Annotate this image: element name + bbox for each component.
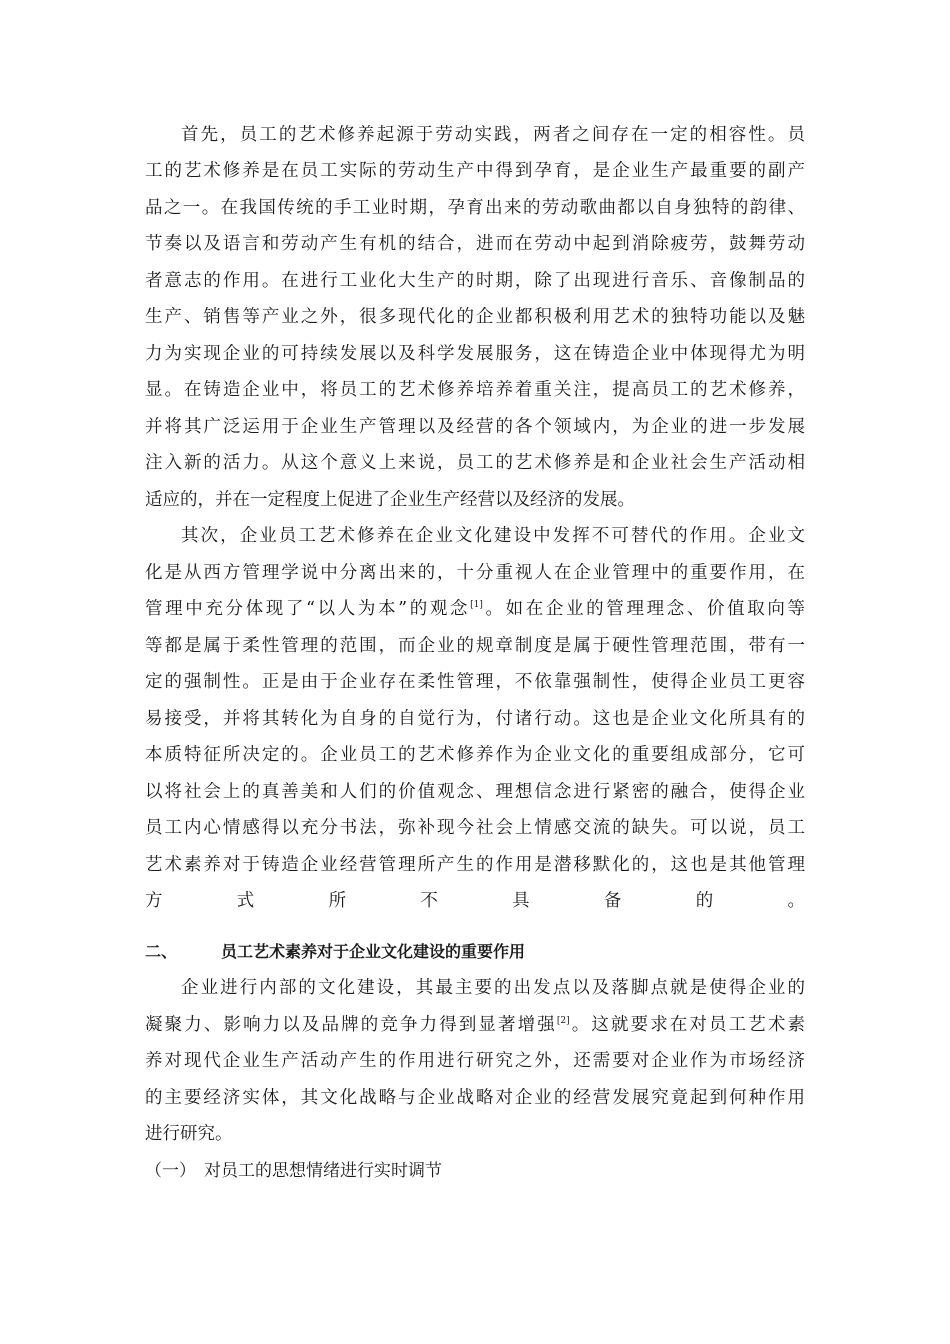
text-line: 品之一。在我国传统的手工业时期，孕育出来的劳动歌曲都以自身独特的韵律、 [145,198,805,218]
section-number: 二、 [145,942,178,961]
text-line: 力为实现企业的可持续发展以及科学发展服务，这在铸造企业中体现得尤为明 [145,344,805,364]
section-title: 员工艺术素养对于企业文化建设的重要作用 [221,942,526,961]
text-line: 并将其广泛运用于企业生产管理以及经营的各个领域内，为企业的进一步发展 [145,417,805,437]
text-line: 的主要经济实体，其文化战略与企业战略对企业的经营发展究竟起到何种作用 [145,1088,805,1108]
text-segment: 凝聚力、影响力以及品牌的竞争力得到显著增强 [145,1015,557,1035]
section-heading [145,937,525,967]
text-line: 适应的，并在一定程度上促进了企业生产经营以及经济的发展。 [145,490,635,510]
text-line: 工的艺术修养是在员工实际的劳动生产中得到孕育，是企业生产最重要的副产 [145,161,805,181]
text-line: 易接受，并将其转化为自身的自觉行为，付诸行动。这也是企业文化所具有的 [145,709,805,729]
text-line: 艺术素养对于铸造企业经营管理所产生的作用是潜移默化的，这也是其他管理 [145,855,805,875]
text-line: 员工内心情感得以充分书法，弥补现今社会上情感交流的缺失。可以说，员工 [145,818,805,838]
text-segment: 。这就要求在对员工艺术素 [569,1015,805,1035]
text-line: 首先，员工的艺术修养起源于劳动实践，两者之间存在一定的相容性。员 [181,125,805,145]
text-line: 其次，企业员工艺术修养在企业文化建设中发挥不可替代的作用。企业文 [181,526,805,546]
subsection-heading [145,1156,442,1186]
text-line: 进行研究。 [145,1124,233,1144]
text-line: 注入新的活力。从这个意义上来说，员工的艺术修养是和企业社会生产活动相 [145,453,805,473]
subsection-title: 对员工的思想情绪进行实时调节 [204,1161,442,1181]
text-segment: 管理中充分体现了“以人为本”的观念 [145,599,471,619]
text-line: 方式所不具备的。 [145,891,805,911]
text-line: 定的强制性。正是由于企业存在柔性管理，不依靠强制性，使得企业员工更容 [145,672,805,692]
text-line: 养对现代企业生产活动产生的作用进行研究之外，还需要对企业作为市场经济 [145,1051,805,1071]
citation-ref: [2] [556,1016,570,1026]
text-line: 以将社会上的真善美和人们的价值观念、理想信念进行紧密的融合，使得企业 [145,782,805,802]
subsection-number: （一） [145,1161,196,1181]
text-line-with-citation [145,594,805,624]
text-line-with-citation [145,1010,805,1040]
text-segment: 。如在企业的管理理念、价值取向等 [482,599,805,619]
text-line: 企业进行内部的文化建设，其最主要的出发点以及落脚点就是使得企业的 [181,978,805,998]
text-line: 显。在铸造企业中，将员工的艺术修养培养着重关注，提高员工的艺术修养， [145,380,805,400]
text-line: 节奏以及语言和劳动产生有机的结合，进而在劳动中起到消除疲劳，鼓舞劳动 [145,234,805,254]
text-line: 生产、销售等产业之外，很多现代化的企业都积极利用艺术的独特功能以及魅 [145,307,805,327]
citation-ref: [1] [470,600,483,610]
text-line: 本质特征所决定的。企业员工的艺术修养作为企业文化的重要组成部分，它可 [145,745,805,765]
text-line: 化是从西方管理学说中分离出来的，十分重视人在企业管理中的重要作用，在 [145,563,805,583]
text-line: 者意志的作用。在进行工业化大生产的时期，除了出现进行音乐、音像制品的 [145,271,805,291]
text-line: 等都是属于柔性管理的范围，而企业的规章制度是属于硬性管理范围，带有一 [145,636,805,656]
